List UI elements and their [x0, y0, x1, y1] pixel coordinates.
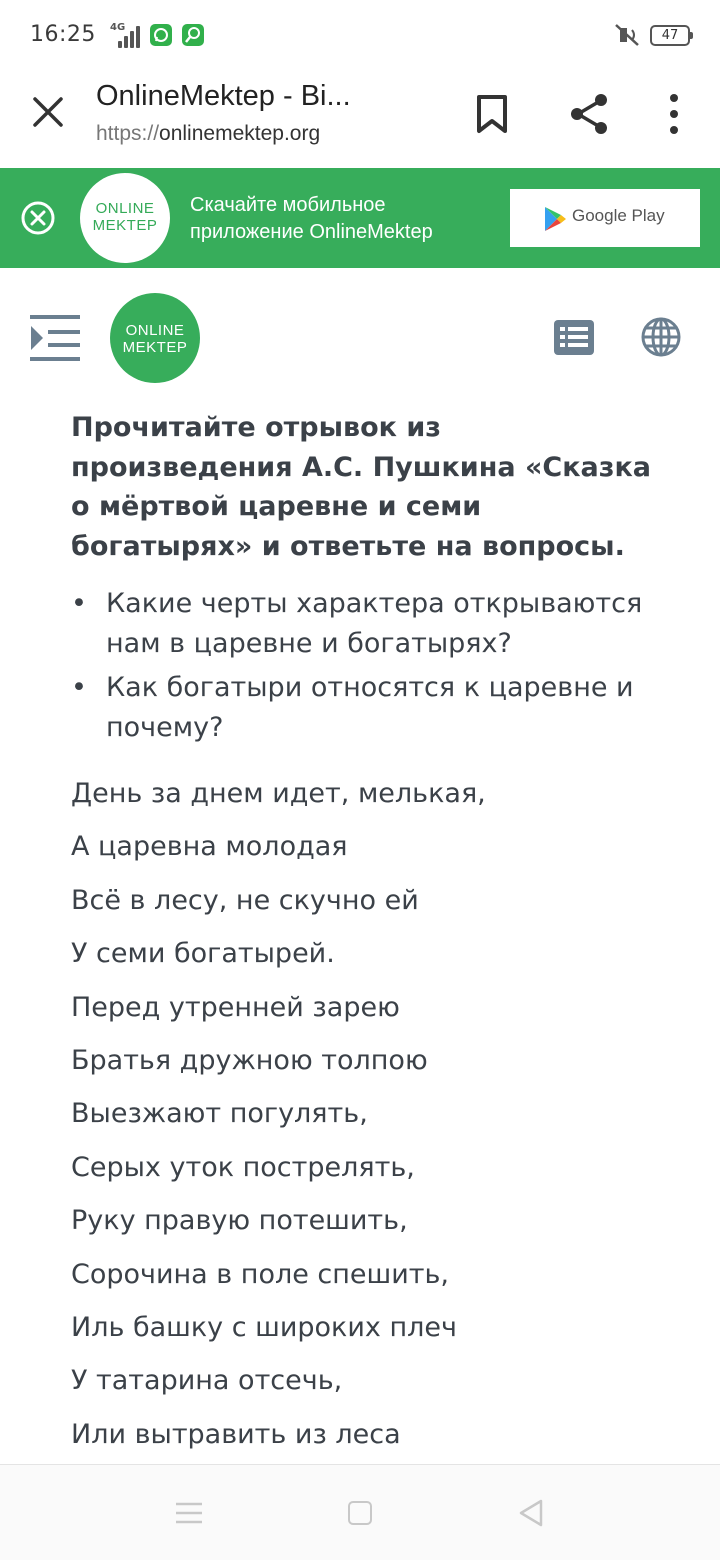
poem-line: Сорочина в поле спешить, — [71, 1258, 450, 1290]
status-time: 16:25 — [30, 22, 96, 47]
banner-logo-line1: ONLINE — [95, 200, 155, 217]
poem-line: День за днем идет, мелькая, — [71, 778, 486, 809]
close-icon[interactable] — [30, 94, 66, 130]
browser-toolbar — [0, 70, 720, 168]
battery-icon: 47 — [650, 25, 690, 46]
status-bar — [0, 0, 720, 70]
poem-line: У татарина отсечь, — [71, 1365, 343, 1397]
app-notification-icon — [182, 24, 204, 46]
poem-line: Перед утренней зарею — [71, 991, 400, 1023]
page-url[interactable] — [96, 122, 320, 146]
poem-line: А царевна молодая — [71, 831, 348, 863]
nav-back-icon[interactable] — [518, 1499, 544, 1527]
menu-icon[interactable] — [30, 314, 80, 362]
site-logo-line2: MEKTEP — [122, 339, 188, 356]
question-heading: Прочитайте отрывок из произведения А.С. Пушкина «Сказка о мёртвой царевне и семи богатырях» и ответьте на вопросы. — [71, 412, 652, 562]
google-play-label: Google Play — [572, 206, 665, 225]
poem-excerpt — [71, 767, 671, 1514]
signal-icon — [110, 24, 142, 48]
poem-line: Серых уток пострелять, — [71, 1151, 415, 1183]
poem-line: Руку правую потешить, — [71, 1205, 408, 1237]
url-scheme: https:// — [96, 122, 160, 145]
banner-logo — [80, 173, 170, 263]
google-play-button[interactable] — [510, 189, 700, 247]
poem-line: Братья дружною толпою — [71, 1044, 428, 1076]
nav-home-icon[interactable] — [348, 1501, 372, 1525]
bookmark-icon[interactable] — [474, 94, 510, 134]
poem-line: Иль башку с широких плеч — [71, 1311, 457, 1343]
question-list — [71, 584, 671, 747]
nav-menu-icon[interactable] — [176, 1502, 202, 1524]
network-type: 4G — [110, 22, 126, 33]
mute-icon — [612, 22, 642, 48]
app-banner — [0, 168, 720, 268]
share-icon[interactable] — [568, 92, 610, 136]
site-logo-line1: ONLINE — [125, 322, 185, 339]
poem-line: Всё в лесу, не скучно ей — [71, 884, 419, 916]
banner-text-line2: приложение OnlineMektep — [190, 221, 433, 243]
whatsapp-icon — [150, 24, 172, 46]
question-item: • Как богатыри относятся к царевне и почему? — [71, 668, 671, 747]
url-host: onlinemektep.org — [159, 122, 321, 145]
google-play-icon — [543, 206, 567, 232]
banner-logo-line2: MEKTEP — [92, 217, 158, 234]
banner-text-line1: Скачайте мобильное — [190, 194, 386, 216]
poem-line: Выезжают погулять, — [71, 1098, 368, 1130]
page-title: OnlineMektep - Bi... — [96, 80, 351, 112]
question-item: • Какие черты характера открываются нам в царевне и богатырях? — [71, 584, 671, 663]
poem-line: Или вытравить из леса — [71, 1418, 401, 1450]
banner-close-icon[interactable] — [20, 200, 56, 236]
more-icon[interactable] — [664, 92, 684, 136]
site-logo[interactable] — [110, 293, 200, 383]
globe-icon[interactable] — [641, 317, 681, 357]
banner-text — [190, 192, 433, 246]
system-nav-bar — [0, 1464, 720, 1560]
article-content — [71, 408, 671, 1514]
list-icon[interactable] — [554, 320, 594, 355]
poem-line: У семи богатырей. — [71, 938, 335, 970]
